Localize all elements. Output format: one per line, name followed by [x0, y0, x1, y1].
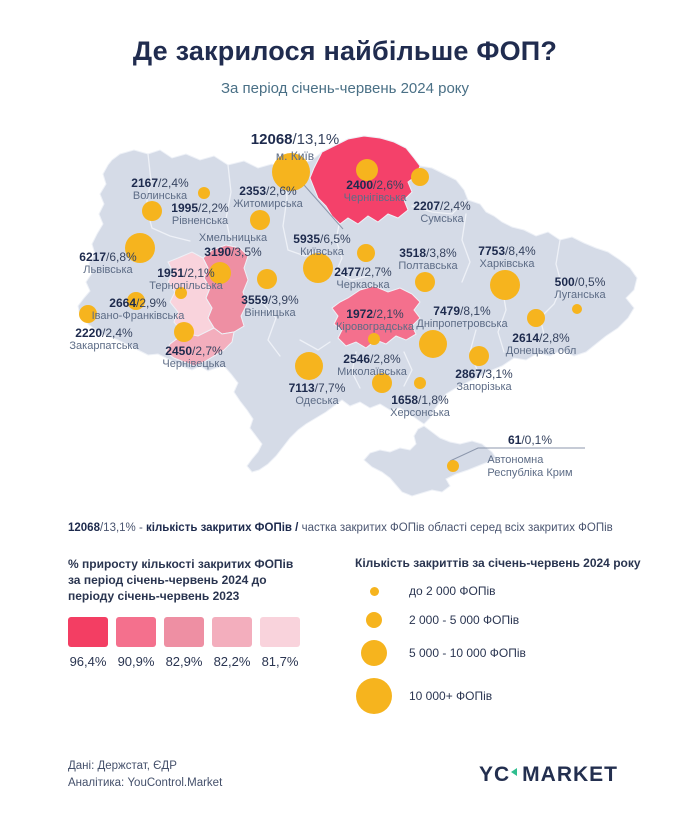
growth-legend-title: % приросту кількості закритих ФОПів за період січень-червень 2024 до періоду січень-червень 2023 — [68, 557, 294, 604]
region-value: 2614/2,8% — [512, 331, 570, 345]
region-value: 2867/3,1% — [455, 367, 513, 381]
growth-swatch-color — [164, 617, 204, 647]
region-value: 2546/2,8% — [343, 352, 401, 366]
region-name: Миколаївська — [337, 366, 407, 379]
region-value: 12068/13,1% — [250, 131, 340, 148]
growth-swatch-color — [212, 617, 252, 647]
region-name: Черкаська — [336, 279, 390, 292]
logo-market-text: MARKET — [522, 763, 618, 786]
growth-swatch-item — [260, 617, 300, 669]
region-value: 6217/6,8% — [79, 250, 137, 264]
growth-swatch-color — [68, 617, 108, 647]
size-legend-row — [355, 678, 655, 714]
growth-swatch-row — [68, 617, 348, 669]
footer-credits — [68, 758, 222, 791]
region-bubble-dnipropetrovska — [419, 330, 447, 358]
region-value: 2167/2,4% — [131, 176, 189, 190]
growth-swatch-label: 90,9% — [117, 653, 155, 669]
logo-yc-text: YC — [478, 763, 511, 786]
region-value: 3518/3,8% — [399, 246, 457, 260]
legend-explainer — [68, 522, 613, 534]
region-value: 2353/2,6% — [239, 184, 297, 198]
region-name: Хмельницька — [198, 232, 268, 244]
region-bubble-ternopilska — [175, 287, 187, 299]
region-bubble-chernihivska — [356, 159, 378, 181]
region-bubble-donetska — [527, 309, 545, 327]
yc-market-logo — [479, 763, 618, 787]
region-name: Івано-Франківська — [91, 310, 185, 323]
size-legend-row — [355, 584, 655, 598]
region-value: 500/0,5% — [554, 275, 606, 289]
region-value: 5935/6,5% — [293, 232, 351, 246]
growth-swatch-item — [164, 617, 204, 669]
region-name: Сумська — [420, 213, 464, 226]
size-legend-row — [355, 612, 655, 628]
size-legend-label: 5 000 - 10 000 ФОПів — [409, 646, 526, 660]
growth-swatch-label: 96,4% — [69, 653, 107, 669]
growth-swatch-color — [260, 617, 300, 647]
region-bubble-cherkaska — [357, 244, 375, 262]
region-name: Харківська — [479, 258, 535, 271]
page-title: Де закрилося найбільше ФОП? — [132, 36, 558, 66]
region-bubble-vinnytska — [257, 269, 277, 289]
region-value: 2664/2,9% — [109, 296, 167, 310]
region-bubble-khersonska — [414, 377, 426, 389]
region-value: 7479/8,1% — [433, 304, 491, 318]
region-bubble-odeska — [295, 352, 323, 380]
explainer-share: /13,1% - — [99, 522, 147, 534]
region-bubble-sumska — [411, 168, 429, 186]
size-legend-circle — [370, 587, 379, 596]
region-name: Житомирська — [233, 198, 303, 211]
region-bubble-khmelnytska — [209, 262, 231, 284]
region-bubble-chernivetska — [174, 322, 194, 342]
growth-swatch-label: 82,2% — [213, 653, 251, 669]
size-legend-circle-box — [355, 678, 393, 714]
growth-legend — [68, 556, 348, 669]
region-value: 61/0,1% — [507, 433, 553, 447]
region-bubble-zhytomyrska — [250, 210, 270, 230]
region-bubble-rivnenska — [198, 187, 210, 199]
explainer-number: 12068 — [68, 522, 100, 534]
region-name: Одеська — [295, 395, 339, 408]
region-bubble-kyivska — [303, 253, 333, 283]
region-bubble-krym — [447, 460, 459, 472]
region-name: Запорізька — [456, 381, 512, 394]
size-legend-circle — [361, 640, 387, 666]
size-legend-label: до 2 000 ФОПів — [409, 584, 496, 598]
region-bubble-poltavska — [415, 272, 435, 292]
region-name: Кіровоградська — [336, 321, 414, 334]
region-value: 2400/2,6% — [346, 178, 404, 192]
footer-data-source: Дані: Держстат, ЄДР — [68, 760, 177, 772]
growth-swatch-label: 82,9% — [165, 653, 203, 669]
region-name: Автономна Республіка Крим — [487, 454, 573, 480]
region-value: 1658/1,8% — [391, 393, 449, 407]
explainer-share-label: частка закритих ФОПів області серед всіх закритих ФОПів — [301, 522, 613, 534]
region-name: Полтавська — [398, 260, 458, 273]
region-name: Волинська — [132, 190, 188, 203]
region-name: Донецька обл — [505, 345, 577, 358]
growth-swatch-item — [212, 617, 252, 669]
region-name: Луганська — [554, 289, 606, 302]
region-name: Чернігівська — [343, 192, 407, 205]
region-value: 2207/2,4% — [413, 199, 471, 213]
size-legend-title: Кількість закриттів за січень-червень 2024 року — [355, 556, 641, 570]
growth-swatch-label: 81,7% — [261, 653, 299, 669]
region-name: м. Київ — [275, 148, 315, 163]
explainer-count-label: кількість закритих ФОПів / — [146, 522, 302, 534]
region-name: Херсонська — [390, 407, 450, 420]
region-value: 3559/3,9% — [241, 293, 299, 307]
region-value: 1951/2,1% — [157, 266, 215, 280]
region-name: Київська — [300, 246, 344, 259]
region-bubble-volynska — [142, 201, 162, 221]
region-value: 2477/2,7% — [334, 265, 392, 279]
region-name: Закарпатська — [69, 340, 139, 353]
page-subtitle: За період січень-червень 2024 року — [220, 80, 470, 97]
crimea-shape — [364, 426, 496, 496]
region-value: 1995/2,2% — [171, 201, 229, 215]
region-bubble-zakarpatska — [79, 305, 97, 323]
region-bubble-zaporizka — [469, 346, 489, 366]
region-bubble-kharkivska — [490, 270, 520, 300]
growth-swatch-color — [116, 617, 156, 647]
size-legend-circle-box — [355, 640, 393, 666]
region-bubble-luhanska — [572, 304, 582, 314]
size-legend-label: 10 000+ ФОПів — [409, 689, 493, 703]
region-bubble-ivano-frankivska — [127, 292, 145, 310]
footer-analytics: Аналітика: YouControl.Market — [68, 776, 223, 789]
size-legend-row — [355, 640, 655, 666]
logo-green-mark-icon — [511, 768, 517, 776]
region-name: Вінницька — [244, 307, 296, 320]
region-value: 2450/2,7% — [165, 344, 223, 358]
region-name: Чернівецька — [162, 358, 226, 371]
region-value: 2220/2,4% — [75, 326, 133, 340]
size-legend-rows — [355, 584, 655, 714]
size-legend-label: 2 000 - 5 000 ФОПів — [409, 613, 520, 627]
region-bubble-kirovohradska — [368, 333, 380, 345]
region-name: Львівська — [83, 264, 133, 277]
region-bubble-lvivska — [125, 233, 155, 263]
region-bubble-kyiv-city — [272, 153, 310, 191]
region-value: 7753/8,4% — [478, 244, 536, 258]
region-value: 1972/2,1% — [346, 307, 404, 321]
size-legend-circle — [356, 678, 392, 714]
growth-swatch-item — [68, 617, 108, 669]
region-value: 3190/3,5% — [204, 244, 262, 259]
size-legend-circle-box — [355, 612, 393, 628]
region-value: 7113/7,7% — [288, 381, 346, 395]
region-name: Рівненська — [171, 215, 229, 228]
size-legend — [355, 556, 655, 714]
size-legend-circle-box — [355, 587, 393, 596]
region-name: Тернопільська — [149, 280, 223, 293]
region-name: Дніпропетровська — [416, 318, 508, 331]
region-bubble-mykolaivska — [372, 373, 392, 393]
growth-swatch-item — [116, 617, 156, 669]
size-legend-circle — [366, 612, 382, 628]
